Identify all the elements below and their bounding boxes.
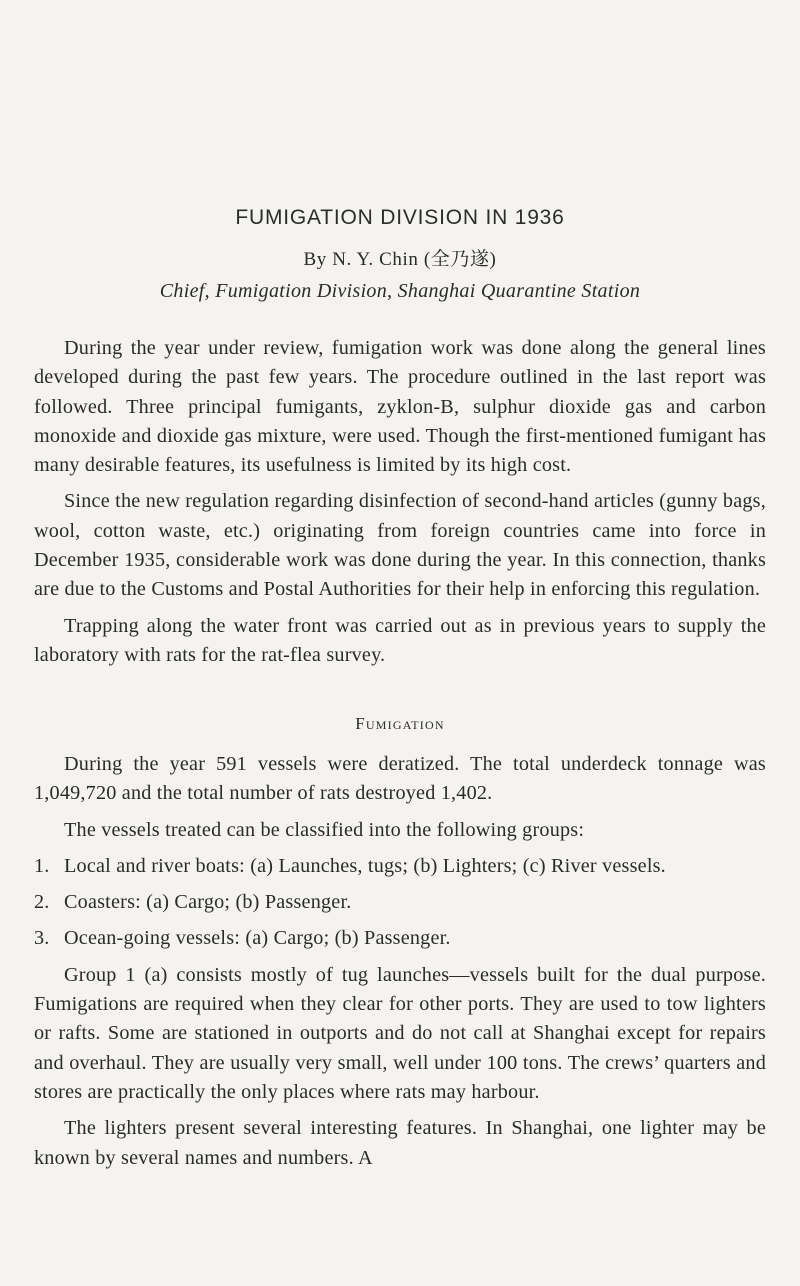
list-item-number: 2.: [34, 891, 50, 914]
section-paragraph-2: The vessels treated can be classified into the following groups:: [64, 818, 585, 841]
author-byline: By N. Y. Chin (全乃遂): [303, 249, 497, 270]
list-item: [34, 924, 766, 953]
list-item-text: Coasters: (a) Cargo; (b) Passenger.: [64, 891, 352, 914]
section-paragraph-3: Group 1 (a) consists mostly of tug launches—vessels built for the dual purpose. Fumigations are required when they clear for other ports. They are used to tow lighters or rafts. Some are stationed in outports and do not call at Shanghai except for repairs and overhaul. They are usually very small, well under 100 tons. The crews’ quarters and stores are practically the only places where rats may harbour.: [34, 963, 766, 1103]
intro-paragraph-3: Trapping along the water front was carried out as in previous years to supply the laboratory with rats for the rat-flea survey.: [34, 614, 766, 666]
fumigation-section: [34, 750, 766, 1173]
intro-paragraph-2: Since the new regulation regarding disinfection of second-hand articles (gunny bags, wool, cotton waste, etc.) originating from foreign countries came into force in December 1935, considerable work was done during the year. In this connection, thanks are due to the Customs and Postal Authorities for their help in enforcing this regulation.: [34, 490, 766, 601]
list-item-number: 3.: [34, 927, 50, 950]
list-item-number: 1.: [34, 854, 50, 877]
list-item: [34, 852, 766, 881]
section-heading: Fumigation: [355, 714, 445, 733]
list-item-text: Local and river boats: (a) Launches, tugs; (b) Lighters; (c) River vessels.: [64, 854, 666, 877]
section-paragraph-4: The lighters present several interesting features. In Shanghai, one lighter may be known by several names and numbers. A: [34, 1117, 766, 1169]
author-affiliation: Chief, Fumigation Division, Shanghai Quarantine Station: [159, 280, 641, 302]
section-paragraph-1: During the year 591 vessels were deratized. The total underdeck tonnage was 1,049,720 and the total number of rats destroyed 1,402.: [34, 753, 766, 805]
intro-section: [34, 334, 766, 670]
list-item-text: Ocean-going vessels: (a) Cargo; (b) Passenger.: [64, 927, 451, 950]
intro-paragraph-1: During the year under review, fumigation work was done along the general lines developed during the past few years. The procedure outlined in the last report was followed. Three principal fumigants, zyklon-B, sulphur dioxide gas and carbon monoxide and dioxide gas mixture, were used. Though the first-mentioned fumigant has many desirable features, its usefulness is limited by its high cost.: [34, 337, 766, 477]
list-item: [34, 888, 766, 917]
page-title: FUMIGATION DIVISION IN 1936: [235, 206, 565, 229]
vessel-groups-list: [34, 852, 766, 954]
